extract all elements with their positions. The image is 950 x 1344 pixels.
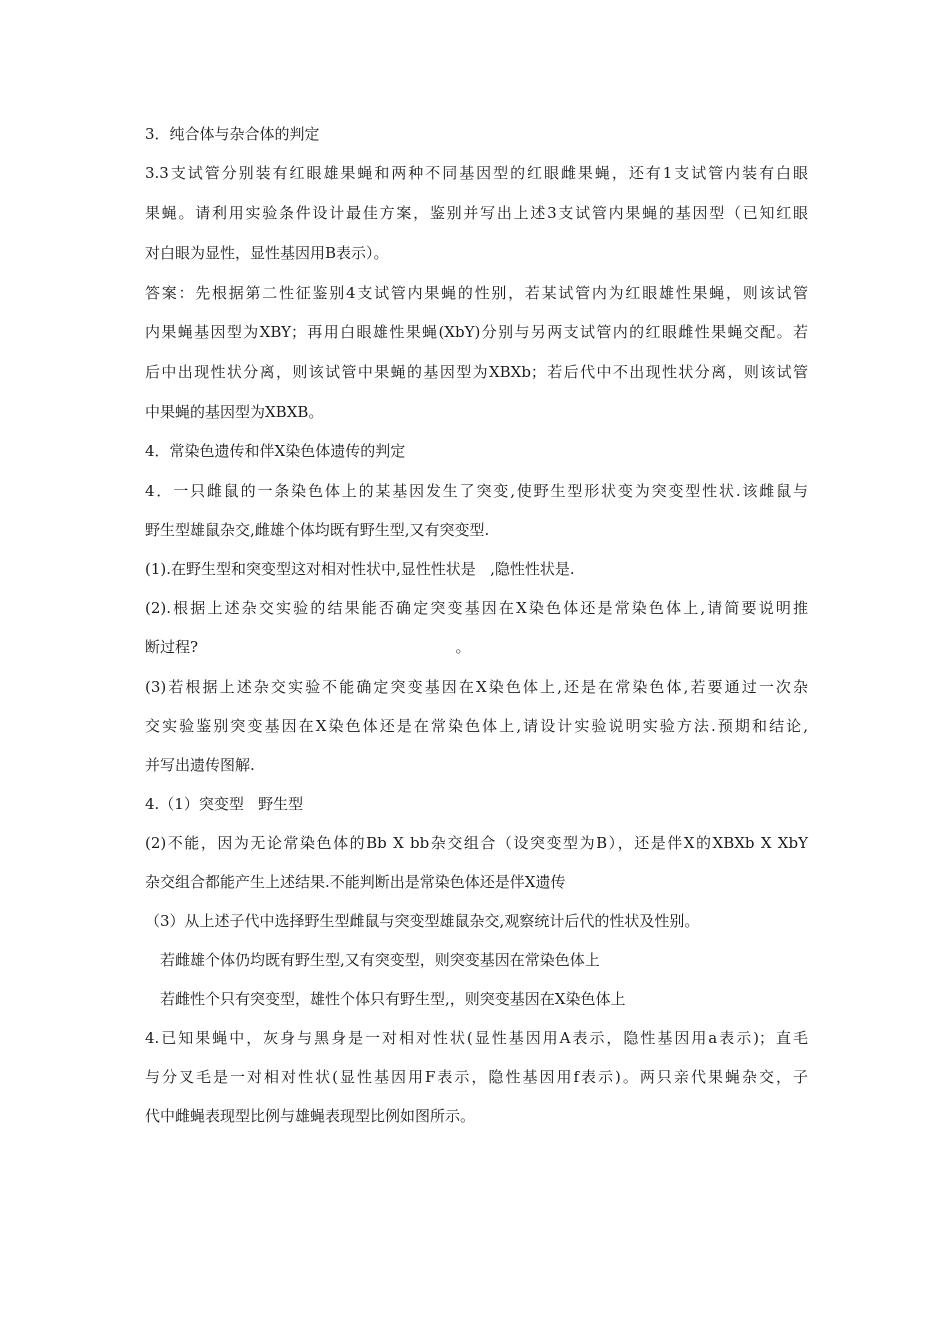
answer-4-part-3-line-3: 若雌性个只有突变型，雄性个体只有野生型,，则突变基因在X染色体上 [160, 990, 626, 1008]
answer-3-line-1: 答案：先根据第二性征鉴别4支试管内果蝇的性别，若某试管内为红眼雄性果蝇，则该试管 [145, 284, 808, 302]
question-4-line-1: 4．一只雌鼠的一条染色体上的某基因发生了突变,使野生型形状变为突变型性状.该雌鼠与 [145, 482, 808, 500]
question-4-part-1: (1).在野生型和突变型这对相对性状中,显性性状是 ,隐性性状是. [145, 560, 575, 578]
question-4-part-2-line-2: 断过程? 。 [145, 638, 471, 656]
answer-4-part-2-line-1: (2)不能，因为无论常染色体的Bb X bb杂交组合（设突变型为B），还是伴X的XBXb X XbY [145, 834, 808, 852]
question-3-line-3: 对白眼为显性，显性基因用B表示）。 [145, 244, 389, 262]
answer-4-part-1: 4.（1）突变型 野生型 [145, 795, 304, 813]
question-4-part-3-line-1: (3)若根据上述杂交实验不能确定突变基因在X染色体上,还是在常染色体,若要通过一次杂 [145, 678, 808, 696]
section-heading-3: 3．纯合体与杂合体的判定 [145, 125, 320, 143]
answer-3-line-4: 中果蝇的基因型为XBXB。 [145, 403, 324, 421]
answer-4-part-3-line-1: （3）从上述子代中选择野生型雌鼠与突变型雄鼠杂交,观察统计后代的性状及性别。 [145, 912, 700, 930]
question-4-line-2: 野生型雄鼠杂交,雌雄个体均既有野生型,又有突变型. [145, 521, 490, 539]
question-5-line-3: 代中雌蝇表现型比例与雄蝇表现型比例如图所示。 [145, 1107, 476, 1125]
answer-3-line-2: 内果蝇基因型为XBY；再用白眼雄性果蝇(XbY)分别与另两支试管内的红眼雌性果蝇交配。若 [145, 323, 808, 341]
question-4-part-3-line-3: 并写出遗传图解. [145, 756, 255, 774]
answer-4-part-2-line-2: 杂交组合都能产生上述结果.不能判断出是常染色体还是伴X遗传 [145, 873, 566, 891]
answer-3-line-3: 后中出现性状分离，则该试管中果蝇的基因型为XBXb；若后代中不出现性状分离，则该试管 [145, 363, 808, 381]
section-heading-4: 4．常染色遗传和伴X染色体遗传的判定 [145, 442, 406, 460]
question-5-line-2: 与分叉毛是一对相对性状(显性基因用F表示，隐性基因用f表示)。两只亲代果蝇杂交，子 [145, 1068, 808, 1086]
question-3-line-1: 3.3支试管分别装有红眼雄果蝇和两种不同基因型的红眼雌果蝇，还有1支试管内装有白眼 [145, 164, 808, 182]
question-3-line-2: 果蝇。请利用实验条件设计最佳方案，鉴别并写出上述3支试管内果蝇的基因型（已知红眼 [145, 204, 808, 222]
answer-4-part-3-line-2: 若雌雄个体仍均既有野生型,又有突变型，则突变基因在常染色体上 [160, 951, 600, 969]
question-4-part-2-line-1: (2).根据上述杂交实验的结果能否确定突变基因在X染色体还是常染色体上,请简要说明推 [145, 599, 808, 617]
question-5-line-1: 4.已知果蝇中，灰身与黑身是一对相对性状(显性基因用A表示，隐性基因用a表示)；直毛 [145, 1029, 808, 1047]
question-4-part-3-line-2: 交实验鉴别突变基因在X染色体还是在常染色体上,请设计实验说明实验方法.预期和结论, [145, 717, 808, 735]
